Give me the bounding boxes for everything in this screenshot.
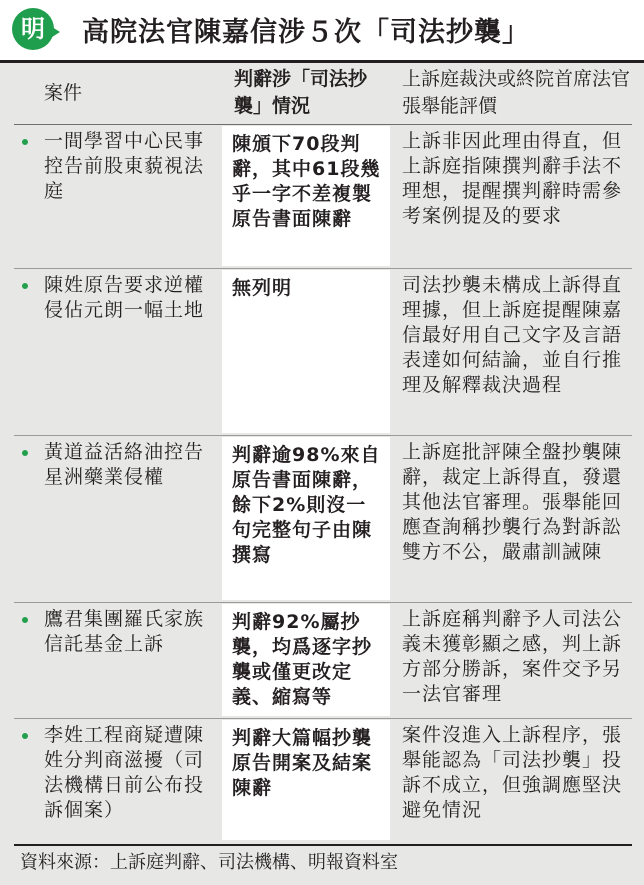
evaluation-cell: 上訴庭批評陳全盤抄襲陳辭，裁定上訴得直，發還其他法官審理。張舉能回應查詢稱抄襲行為對訴訟雙方不公，嚴肅訓誡陳 <box>402 441 623 563</box>
table-row <box>0 604 644 716</box>
table-row <box>0 437 644 600</box>
table-row <box>0 720 644 840</box>
situation-highlight <box>222 604 390 716</box>
row-divider <box>14 602 632 603</box>
case-cell: 陳姓原告要求逆權侵佔元朗一幅土地 <box>44 274 205 321</box>
evaluation-cell: 上訴庭稱判辭予人司法公義未獲彰顯之感，判上訴方部分勝訴，案件交予另一法官審理 <box>402 608 623 705</box>
source-note: 資料來源：上訴庭判辭、司法機構、明報資料室 <box>20 852 398 873</box>
situation-cell: 判辭逾98%來自原告書面陳辭，餘下2%則沒一句完整句子由陳撰寫 <box>232 444 381 566</box>
row-divider <box>14 268 632 269</box>
case-cell: 一間學習中心民事控告前股東藐視法庭 <box>44 130 205 202</box>
row-bullet <box>22 283 28 289</box>
title-bar <box>0 0 644 62</box>
row-bullet <box>22 450 28 456</box>
row-divider <box>14 435 632 436</box>
situation-cell: 判辭大篇幅抄襲原告開案及結案陳辭 <box>232 727 373 799</box>
row-bullet <box>22 733 28 739</box>
table-row <box>0 126 644 266</box>
situation-highlight <box>222 720 390 840</box>
situation-highlight <box>222 270 390 433</box>
header-situation: 判辭涉「司法抄襲」情況 <box>234 68 368 117</box>
case-cell: 李姓工程商疑遭陳姓分判商滋擾（司法機構日前公布投訴個案） <box>44 724 205 821</box>
evaluation-cell: 司法抄襲未構成上訴得直理據，但上訴庭提醒陳嘉信最好用自己文字及言語表達如何結論，並自行推理及解釋裁決過程 <box>402 274 623 396</box>
row-bullet <box>22 617 28 623</box>
situation-cell: 無列明 <box>232 277 293 299</box>
situation-highlight <box>222 126 390 266</box>
page-title: 高院法官陳嘉信涉５次「司法抄襲」 <box>82 17 530 48</box>
row-divider <box>14 718 632 719</box>
logo-char: 明 <box>21 15 45 43</box>
mingpao-logo <box>12 8 58 54</box>
situation-cell: 判辭92%屬抄襲，均爲逐字抄襲或僅更改定義、縮寫等 <box>232 611 373 708</box>
table-header <box>0 63 644 123</box>
footer-rule <box>14 844 632 846</box>
header-rule <box>14 124 632 125</box>
evaluation-cell: 案件沒進入上訴程序，張舉能認為「司法抄襲」投訴不成立，但強調應堅決避免情況 <box>402 724 623 821</box>
evaluation-cell: 上訴非因此理由得直，但上訴庭指陳撰判辭手法不理想，提醒撰判辭時需參考案例提及的要求 <box>402 130 623 227</box>
table-row <box>0 270 644 433</box>
case-cell: 鷹君集團羅氏家族信託基金上訴 <box>44 608 205 655</box>
case-cell: 黃道益活絡油控告星洲藥業侵權 <box>44 441 205 488</box>
situation-cell: 陳頒下70段判辭，其中61段幾乎一字不差複製原告書面陳辭 <box>232 133 381 230</box>
header-case: 案件 <box>44 82 83 104</box>
header-evaluation: 上訴庭裁決或終院首席法官張舉能評價 <box>402 68 631 117</box>
row-bullet <box>22 139 28 145</box>
situation-highlight <box>222 437 390 600</box>
